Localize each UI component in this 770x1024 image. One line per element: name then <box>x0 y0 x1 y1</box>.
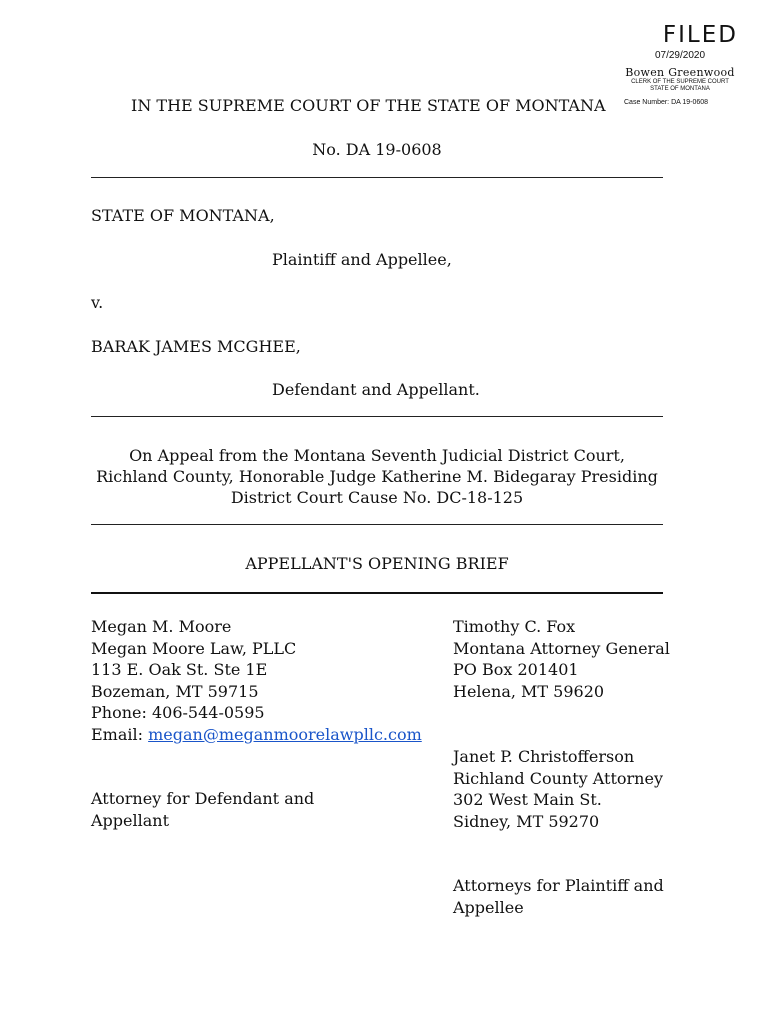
plaintiff-role: Plaintiff and Appellee, <box>272 250 452 269</box>
spacer <box>91 745 422 788</box>
filed-label: FILED <box>662 22 738 48</box>
filed-date: 07/29/2020 <box>654 50 706 61</box>
stamp-case-number: Case Number: DA 19-0608 <box>624 99 709 106</box>
appellee-counsel-block <box>453 616 670 918</box>
defendant-name: BARAK JAMES MCGHEE, <box>91 337 301 356</box>
county-attorney-address-2: Sidney, MT 59270 <box>453 811 600 831</box>
spacer <box>453 832 670 875</box>
court-name: IN THE SUPREME COURT OF THE STATE OF MONTANA <box>131 96 606 115</box>
ag-title: Montana Attorney General <box>453 638 670 658</box>
counsel-address-2: Bozeman, MT 59715 <box>91 681 259 701</box>
appeal-line-3: District Court Cause No. DC-18-125 <box>230 488 524 507</box>
divider <box>91 524 663 525</box>
county-attorney-name: Janet P. Christofferson <box>453 747 635 766</box>
counsel-role-line-2: Appellant <box>91 810 170 830</box>
filing-stamp <box>620 22 740 106</box>
spacer <box>453 702 670 746</box>
divider <box>91 416 663 417</box>
counsel-role-line-1: Attorney for Defendant and <box>91 789 315 808</box>
county-attorney-address-1: 302 West Main St. <box>453 790 602 809</box>
email-link[interactable]: megan@meganmoorelawpllc.com <box>148 724 422 744</box>
plaintiff-name: STATE OF MONTANA, <box>91 206 275 225</box>
counsel-email-line <box>91 724 422 746</box>
brief-title: APPELLANT'S OPENING BRIEF <box>245 554 509 573</box>
appeal-line-2: Richland County, Honorable Judge Katherine M. Bidegaray Presiding <box>96 467 658 486</box>
counsel-name: Megan M. Moore <box>91 617 232 636</box>
counsel-phone: Phone: 406-544-0595 <box>91 703 265 722</box>
ag-address-1: PO Box 201401 <box>453 660 579 679</box>
defendant-role: Defendant and Appellant. <box>272 380 480 399</box>
email-label: Email: <box>91 724 149 744</box>
versus: v. <box>91 293 104 312</box>
divider <box>91 592 663 594</box>
clerk-signature: Bowen Greenwood <box>625 66 735 79</box>
counsel-address-1: 113 E. Oak St. Ste 1E <box>91 660 268 679</box>
appeal-line-1: On Appeal from the Montana Seventh Judicial District Court, <box>129 446 625 465</box>
counsel-firm: Megan Moore Law, PLLC <box>91 638 297 658</box>
appellant-counsel-block <box>91 616 422 831</box>
appellee-role-line-2: Appellee <box>453 897 524 917</box>
clerk-title: CLERK OF THE SUPREME COURT STATE OF MONTANA <box>631 79 729 92</box>
ag-name: Timothy C. Fox <box>453 617 576 636</box>
ag-address-2: Helena, MT 59620 <box>453 681 605 701</box>
appellee-role-line-1: Attorneys for Plaintiff and <box>453 876 664 895</box>
divider <box>91 177 663 178</box>
county-attorney-title: Richland County Attorney <box>453 768 663 788</box>
docket-number: No. DA 19-0608 <box>312 140 442 159</box>
